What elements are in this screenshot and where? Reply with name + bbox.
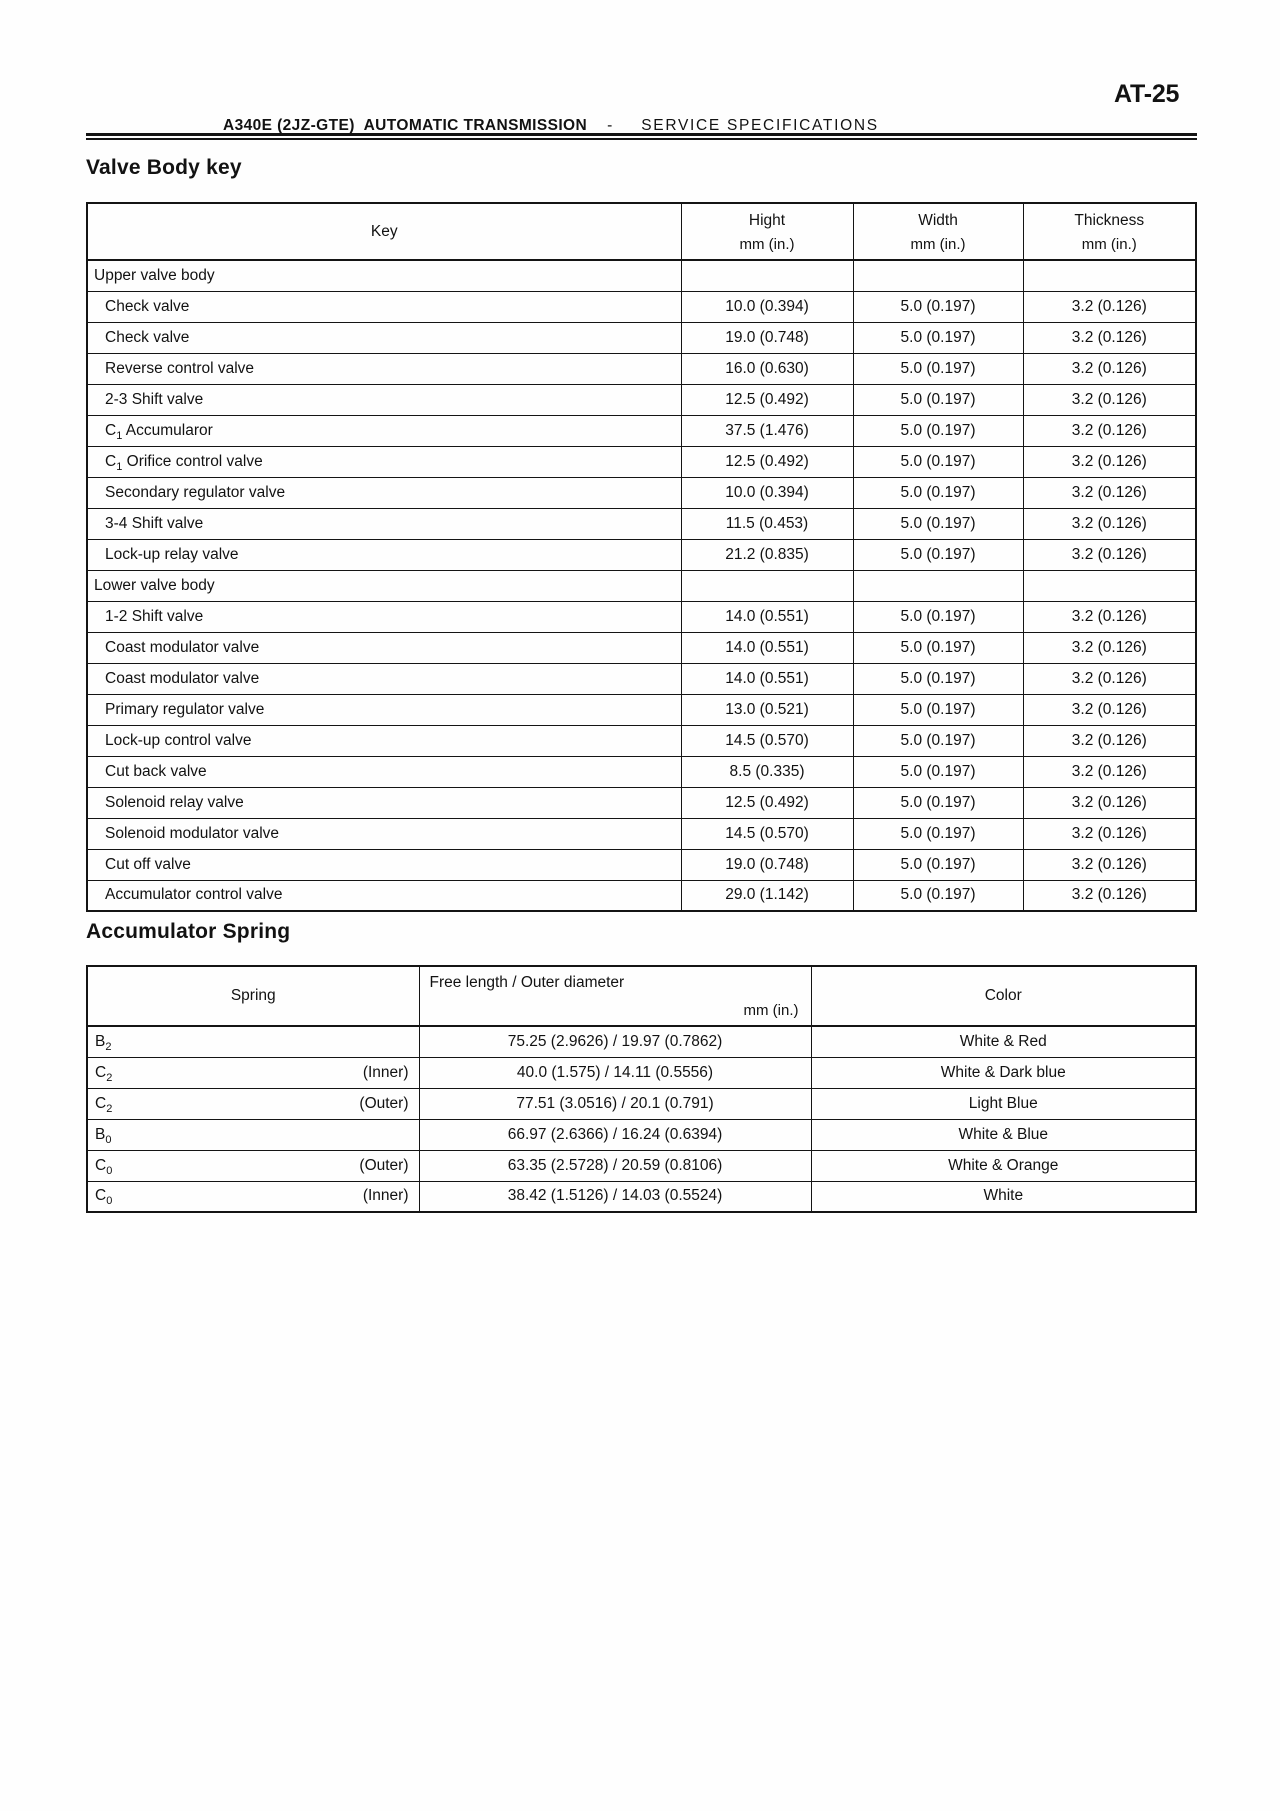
valve-thickness-cell — [1023, 570, 1196, 601]
spring-name-subscript: 2 — [106, 1102, 113, 1115]
spring-row — [87, 1119, 1196, 1150]
column-label: Free length / Outer diameter — [429, 974, 625, 991]
header-separator: - — [607, 117, 613, 134]
valve-key-cell — [87, 849, 681, 880]
valve-key-cell — [87, 725, 681, 756]
valve-key-label: Solenoid modulator valve — [105, 824, 280, 842]
spring-name-letter: B — [95, 1125, 106, 1143]
valve-hight-cell: 14.0 (0.551) — [681, 632, 853, 663]
valve-key-cell — [87, 291, 681, 322]
valve-body-rows — [87, 260, 1196, 911]
valve-key-label: Solenoid relay valve — [105, 793, 244, 811]
spring-name-letter: B — [95, 1032, 106, 1050]
spring-name — [95, 1064, 112, 1082]
spring-dimension-cell: 38.42 (1.5126) / 14.03 (0.5524) — [419, 1181, 811, 1212]
valve-width-cell: 5.0 (0.197) — [853, 849, 1023, 880]
valve-hight-cell: 12.5 (0.492) — [681, 384, 853, 415]
valve-hight-cell: 8.5 (0.335) — [681, 756, 853, 787]
valve-key-cell — [87, 632, 681, 663]
valve-hight-cell: 37.5 (1.476) — [681, 415, 853, 446]
spring-name-cell — [87, 1088, 419, 1119]
unit-label: mm (in.) — [910, 236, 966, 253]
valve-key-cell — [87, 818, 681, 849]
valve-key-label: C — [105, 421, 117, 439]
column-header-dimension — [419, 966, 811, 1026]
spring-name-subscript: 0 — [106, 1164, 113, 1177]
valve-thickness-cell: 3.2 (0.126) — [1023, 601, 1196, 632]
valve-width-cell: 5.0 (0.197) — [853, 415, 1023, 446]
spring-name — [95, 1033, 111, 1051]
valve-width-cell: 5.0 (0.197) — [853, 384, 1023, 415]
valve-hight-cell: 14.5 (0.570) — [681, 725, 853, 756]
valve-row — [87, 725, 1196, 756]
valve-thickness-cell: 3.2 (0.126) — [1023, 291, 1196, 322]
spring-name-cell — [87, 1119, 419, 1150]
valve-hight-cell — [681, 260, 853, 291]
column-header-width — [853, 203, 1023, 260]
valve-row — [87, 477, 1196, 508]
unit-label: mm (in.) — [1081, 236, 1137, 253]
valve-width-cell: 5.0 (0.197) — [853, 818, 1023, 849]
spring-dimension-cell: 63.35 (2.5728) / 20.59 (0.8106) — [419, 1150, 811, 1181]
valve-key-cell — [87, 260, 681, 291]
valve-key-cell — [87, 694, 681, 725]
spring-name-subscript: 2 — [105, 1040, 112, 1053]
valve-key-cell — [87, 880, 681, 911]
valve-hight-cell: 10.0 (0.394) — [681, 477, 853, 508]
valve-width-cell: 5.0 (0.197) — [853, 880, 1023, 911]
spring-color-cell: White & Dark blue — [811, 1057, 1196, 1088]
valve-row — [87, 384, 1196, 415]
spring-color-cell: White & Red — [811, 1026, 1196, 1057]
spring-color-cell: White & Blue — [811, 1119, 1196, 1150]
valve-thickness-cell: 3.2 (0.126) — [1023, 849, 1196, 880]
valve-width-cell: 5.0 (0.197) — [853, 694, 1023, 725]
valve-row — [87, 663, 1196, 694]
valve-key-label: Lock-up relay valve — [105, 545, 239, 563]
valve-key-cell — [87, 446, 681, 477]
valve-thickness-cell: 3.2 (0.126) — [1023, 663, 1196, 694]
spring-name-cell — [87, 1150, 419, 1181]
valve-key-label-suffix: Accumularor — [125, 421, 213, 439]
valve-header-row — [87, 203, 1196, 260]
valve-width-cell: 5.0 (0.197) — [853, 477, 1023, 508]
spring-dimension-cell: 77.51 (3.0516) / 20.1 (0.791) — [419, 1088, 811, 1119]
valve-hight-cell: 14.0 (0.551) — [681, 601, 853, 632]
valve-width-cell: 5.0 (0.197) — [853, 725, 1023, 756]
valve-key-cell — [87, 601, 681, 632]
spring-name — [95, 1157, 112, 1175]
valve-key-cell — [87, 787, 681, 818]
valve-width-cell: 5.0 (0.197) — [853, 632, 1023, 663]
accumulator-spring-table — [86, 965, 1197, 1213]
valve-key-cell — [87, 384, 681, 415]
spring-row — [87, 1057, 1196, 1088]
spring-row — [87, 1088, 1196, 1119]
spring-name-subscript: 2 — [106, 1071, 113, 1084]
valve-thickness-cell: 3.2 (0.126) — [1023, 322, 1196, 353]
spring-name-letter: C — [95, 1094, 107, 1112]
valve-hight-cell: 12.5 (0.492) — [681, 446, 853, 477]
valve-key-cell — [87, 663, 681, 694]
spring-name — [95, 1095, 112, 1113]
valve-hight-cell: 14.0 (0.551) — [681, 663, 853, 694]
valve-hight-cell: 14.5 (0.570) — [681, 818, 853, 849]
page-number: AT-25 — [1114, 80, 1180, 108]
valve-width-cell: 5.0 (0.197) — [853, 508, 1023, 539]
spring-name — [95, 1187, 113, 1208]
valve-thickness-cell: 3.2 (0.126) — [1023, 353, 1196, 384]
spring-position: (Inner) — [362, 1063, 409, 1081]
column-label: Width — [918, 212, 958, 229]
valve-row — [87, 508, 1196, 539]
valve-key-label: Coast modulator valve — [105, 638, 260, 656]
valve-row — [87, 446, 1196, 477]
valve-thickness-cell — [1023, 260, 1196, 291]
valve-width-cell: 5.0 (0.197) — [853, 663, 1023, 694]
spring-name-cell — [87, 1026, 419, 1057]
valve-row — [87, 601, 1196, 632]
valve-key-label: Cut off valve — [105, 855, 191, 873]
header-rule — [86, 133, 1197, 140]
spring-color-cell: White — [811, 1181, 1196, 1212]
valve-row — [87, 632, 1196, 663]
valve-row — [87, 849, 1196, 880]
valve-row — [87, 818, 1196, 849]
valve-hight-cell: 16.0 (0.630) — [681, 353, 853, 384]
valve-width-cell — [853, 570, 1023, 601]
unit-label: mm (in.) — [739, 236, 795, 253]
valve-key-label: Lower valve body — [94, 576, 215, 594]
valve-hight-cell: 19.0 (0.748) — [681, 322, 853, 353]
valve-hight-cell: 11.5 (0.453) — [681, 508, 853, 539]
valve-key-label: Lock-up control valve — [105, 731, 252, 749]
valve-row — [87, 415, 1196, 446]
valve-thickness-cell: 3.2 (0.126) — [1023, 632, 1196, 663]
valve-hight-cell: 10.0 (0.394) — [681, 291, 853, 322]
valve-thickness-cell: 3.2 (0.126) — [1023, 508, 1196, 539]
valve-thickness-cell: 3.2 (0.126) — [1023, 818, 1196, 849]
spring-row — [87, 1026, 1196, 1057]
valve-key-label: C — [105, 452, 117, 470]
valve-row — [87, 291, 1196, 322]
valve-key-label: Reverse control valve — [105, 359, 255, 377]
valve-width-cell: 5.0 (0.197) — [853, 291, 1023, 322]
valve-key-label: Upper valve body — [94, 266, 215, 284]
valve-key-label: Cut back valve — [105, 762, 207, 780]
spring-name-letter: C — [95, 1187, 107, 1205]
valve-row — [87, 880, 1196, 911]
valve-key-label: Coast modulator valve — [105, 669, 260, 687]
valve-width-cell: 5.0 (0.197) — [853, 322, 1023, 353]
spring-dimension-cell: 40.0 (1.575) / 14.11 (0.5556) — [419, 1057, 811, 1088]
spring-color-cell: Light Blue — [811, 1088, 1196, 1119]
valve-thickness-cell: 3.2 (0.126) — [1023, 415, 1196, 446]
column-header-spring: Spring — [87, 966, 419, 1026]
valve-body-title: Valve Body key — [86, 156, 242, 179]
valve-section-row — [87, 570, 1196, 601]
valve-width-cell: 5.0 (0.197) — [853, 756, 1023, 787]
valve-width-cell: 5.0 (0.197) — [853, 601, 1023, 632]
valve-key-subscript: 1 — [116, 429, 123, 442]
valve-hight-cell: 19.0 (0.748) — [681, 849, 853, 880]
spring-name-letter: C — [95, 1063, 107, 1081]
valve-thickness-cell: 3.2 (0.126) — [1023, 539, 1196, 570]
valve-key-cell — [87, 508, 681, 539]
valve-key-cell — [87, 415, 681, 446]
spring-position: (Outer) — [359, 1156, 409, 1174]
spring-position: (Outer) — [359, 1094, 409, 1112]
valve-row — [87, 694, 1196, 725]
valve-hight-cell: 12.5 (0.492) — [681, 787, 853, 818]
column-header-color: Color — [811, 966, 1196, 1026]
valve-hight-cell: 29.0 (1.142) — [681, 880, 853, 911]
column-header-hight — [681, 203, 853, 260]
spring-row — [87, 1150, 1196, 1181]
spring-name — [95, 1126, 111, 1144]
valve-thickness-cell: 3.2 (0.126) — [1023, 384, 1196, 415]
valve-key-cell — [87, 322, 681, 353]
column-label: Hight — [748, 212, 786, 229]
valve-row — [87, 787, 1196, 818]
valve-hight-cell: 21.2 (0.835) — [681, 539, 853, 570]
spring-position: (Inner) — [362, 1187, 409, 1205]
valve-key-label-suffix: Orifice control valve — [126, 452, 263, 470]
spring-dimension-cell: 66.97 (2.6366) / 16.24 (0.6394) — [419, 1119, 811, 1150]
valve-row — [87, 756, 1196, 787]
valve-hight-cell: 13.0 (0.521) — [681, 694, 853, 725]
spring-dimension-cell: 75.25 (2.9626) / 19.97 (0.7862) — [419, 1026, 811, 1057]
unit-label: mm (in.) — [743, 1002, 799, 1019]
valve-row — [87, 322, 1196, 353]
valve-width-cell: 5.0 (0.197) — [853, 446, 1023, 477]
valve-key-label: 1-2 Shift valve — [105, 607, 204, 625]
column-header-key: Key — [87, 203, 681, 260]
valve-key-cell — [87, 539, 681, 570]
valve-thickness-cell: 3.2 (0.126) — [1023, 477, 1196, 508]
valve-key-cell — [87, 570, 681, 601]
valve-thickness-cell: 3.2 (0.126) — [1023, 694, 1196, 725]
spring-name-subscript: 0 — [105, 1133, 112, 1146]
valve-key-label: Check valve — [105, 328, 190, 346]
valve-key-label: Check valve — [105, 297, 190, 315]
column-header-thickness — [1023, 203, 1196, 260]
valve-thickness-cell: 3.2 (0.126) — [1023, 787, 1196, 818]
valve-width-cell: 5.0 (0.197) — [853, 353, 1023, 384]
spring-color-cell: White & Orange — [811, 1150, 1196, 1181]
valve-key-label: Primary regulator valve — [105, 700, 265, 718]
valve-key-label: Secondary regulator valve — [105, 483, 286, 501]
spring-rows — [87, 1026, 1196, 1212]
valve-key-label: 3-4 Shift valve — [105, 514, 204, 532]
header-section-title: A340E (2JZ-GTE) AUTOMATIC TRANSMISSION — [223, 117, 588, 134]
valve-row — [87, 353, 1196, 384]
valve-section-row — [87, 260, 1196, 291]
valve-thickness-cell: 3.2 (0.126) — [1023, 880, 1196, 911]
column-label: Thickness — [1074, 212, 1145, 229]
valve-key-subscript: 1 — [116, 460, 123, 473]
spring-name-cell — [87, 1057, 419, 1088]
spring-header-row — [87, 966, 1196, 1026]
spring-name-cell — [87, 1181, 419, 1212]
valve-row — [87, 539, 1196, 570]
valve-body-table — [86, 202, 1197, 912]
header-subsection-title: SERVICE SPECIFICATIONS — [641, 117, 879, 134]
valve-width-cell: 5.0 (0.197) — [853, 539, 1023, 570]
valve-thickness-cell: 3.2 (0.126) — [1023, 725, 1196, 756]
valve-key-cell — [87, 756, 681, 787]
spring-row — [87, 1181, 1196, 1212]
spring-name-subscript: 0 — [106, 1195, 113, 1208]
valve-hight-cell — [681, 570, 853, 601]
valve-width-cell: 5.0 (0.197) — [853, 787, 1023, 818]
valve-key-cell — [87, 353, 681, 384]
valve-key-label: Accumulator control valve — [105, 886, 283, 904]
valve-key-cell — [87, 477, 681, 508]
valve-key-label: 2-3 Shift valve — [105, 390, 204, 408]
spring-name-letter: C — [95, 1156, 107, 1174]
accumulator-spring-title: Accumulator Spring — [86, 920, 291, 943]
valve-thickness-cell: 3.2 (0.126) — [1023, 756, 1196, 787]
valve-width-cell — [853, 260, 1023, 291]
valve-thickness-cell: 3.2 (0.126) — [1023, 446, 1196, 477]
